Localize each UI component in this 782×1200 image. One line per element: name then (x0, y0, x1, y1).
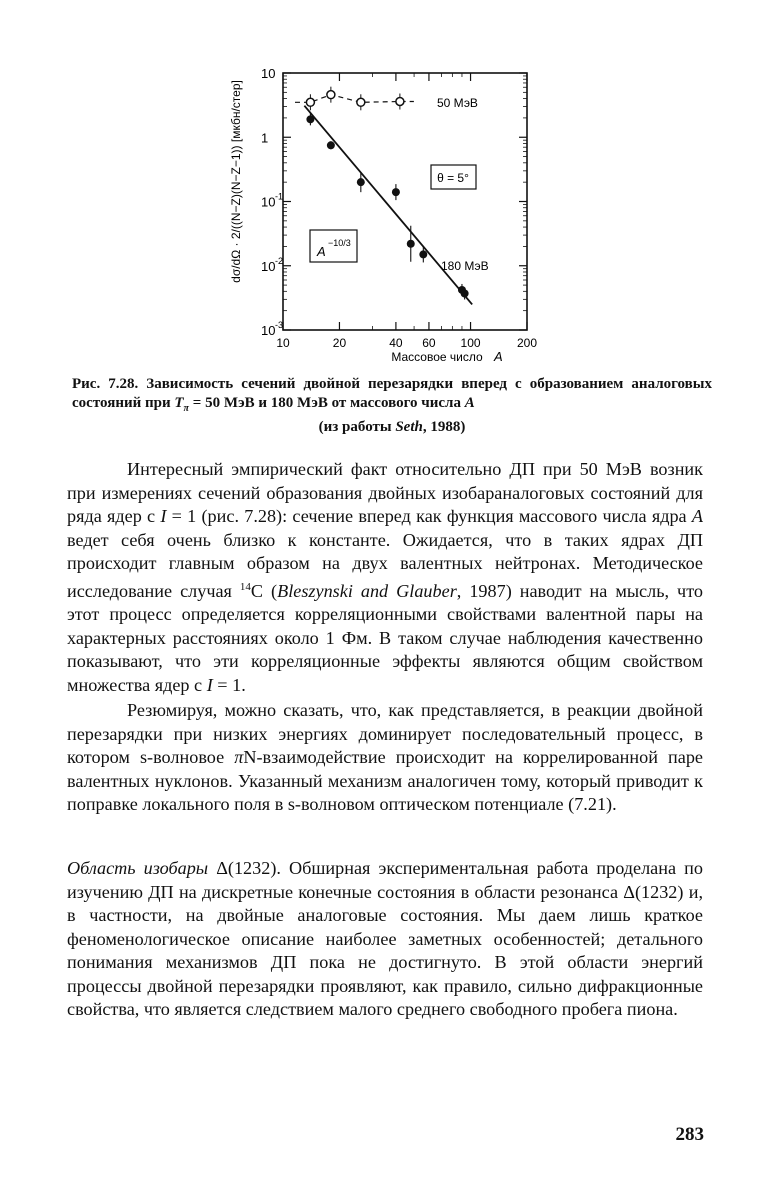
point-180mev (357, 178, 365, 186)
chart-annotations (310, 96, 489, 273)
caption-text-2: = 50 МэВ и 180 МэВ от массового числа (189, 395, 465, 411)
x-tick-label: 100 (460, 336, 481, 350)
point-180mev (461, 289, 469, 297)
x-tick-label: 20 (332, 336, 347, 350)
p3-heading: Область изобары (67, 858, 209, 878)
point-180mev (392, 188, 400, 196)
x-axis-label: Массовое число (391, 350, 483, 364)
x-tick-label: 200 (516, 336, 538, 350)
y-tick-label: 10 (261, 194, 276, 210)
cross-section-chart (0, 0, 782, 372)
x-tick-label: 60 (422, 336, 436, 350)
y-tick-exponent: -2 (275, 255, 284, 266)
y-axis-label: dσ/dΩ · 2/((N−Z)(N−Z−1)) [мкбн/стер] (229, 80, 243, 283)
y-tick-label: 10 (261, 66, 276, 81)
point-50mev (306, 98, 314, 106)
paragraph-2 (67, 699, 703, 817)
label-180mev: 180 МэВ (441, 259, 489, 273)
x-axis-variable: A (494, 349, 503, 364)
y-tick-label: 1 (261, 130, 269, 146)
p1-isospin-2: I (206, 674, 213, 695)
p1-mass-number: A (691, 506, 703, 526)
p1-reference: Bleszynski and Glauber (277, 580, 457, 601)
y-tick-label: 10 (261, 258, 276, 274)
x-tick-label: 10 (276, 336, 290, 350)
figure-caption (72, 375, 712, 437)
scaling-law-base: A (317, 244, 326, 259)
p1-text-a: Интересный эмпирический факт относительно ДП при 50 МэВ возник при измерениях сечений образования двойных изобараналоговых состояний для ряда ядер с (67, 459, 703, 526)
p2-text-a: Резюмируя, можно сказать, что, как представляется, в реакции двойной перезарядки при низких энергиях доминирует последовательный процесс, в котором s-волновое (67, 700, 703, 767)
label-50mev: 50 МэВ (437, 96, 478, 110)
y-tick-exponent: -3 (275, 320, 284, 330)
p1-text-b: = 1 (рис. 7.28): сечение вперед как функция массового числа ядра (166, 506, 692, 526)
fit-line (304, 106, 472, 305)
x-tick-label: 40 (389, 336, 403, 350)
point-50mev (327, 91, 335, 99)
caption-source (72, 418, 712, 437)
p1-text-e: , 1987) наводит на мысль, что этот процесс определяется корреляционными свойствами валентной пары на характерных расстояниях около 1 Фм. В таком случае наблюдения качественно показывают, что эти корреляционные эффекты являются общим свойством множества ядер с (67, 580, 703, 695)
p3-delta: Δ(1232). (208, 858, 281, 878)
p1-isospin-1: I (160, 506, 167, 526)
caption-label: Рис. 7.28. (72, 376, 139, 392)
point-180mev (407, 240, 415, 248)
caption-t-subscript: π (183, 403, 190, 414)
point-50mev (357, 98, 365, 106)
plot-axes (283, 73, 527, 330)
p1-text-f: = 1. (212, 674, 246, 695)
caption-a-symbol: A (464, 395, 475, 411)
point-180mev (419, 250, 427, 258)
p2-pi-symbol: π (234, 747, 244, 767)
angle-label: θ = 5° (437, 171, 469, 185)
paragraph-1 (67, 458, 703, 697)
point-50mev (396, 98, 404, 106)
point-180mev (306, 115, 314, 123)
plot-frame (283, 73, 527, 330)
caption-source-prefix: (из работы (318, 419, 396, 435)
p1-text-d: C ( (250, 580, 278, 601)
p1-isotope-14: 14 (239, 580, 251, 593)
scaling-law-exponent: −10/3 (328, 238, 351, 248)
y-tick-label: 10 (261, 323, 276, 338)
p2-text-b: N-взаимодействие происходит на коррелированной паре валентных нуклонов. Указанный механизм аналогичен тому, который приводит к поправке локального поля в s-волновом оптическом потенциале (7.21). (67, 747, 703, 814)
caption-text-1: Зависимость сечений двойной перезарядки вперед с образованием аналоговых состояний при (72, 376, 712, 411)
point-180mev (327, 141, 335, 149)
p3-body: Обширная экспериментальная работа проделана по изучению ДП на дискретные конечные состояния в области резонанса Δ(1232) и, в частности, на двойные аналоговые состояния. Мы даем лишь краткое феноменологическое описание наиболее заметных особенностей; детального понимания механизмов ДП пока не достигнуто. В этой области энергий процессы двойной перезарядки проявляют, как правило, сильно дифракционные свойства, что является следствием малого среднего свободного пробега пиона. (67, 858, 703, 1019)
axis-ticks (229, 66, 537, 364)
caption-author: Seth (395, 419, 423, 435)
p1-text-c: ведет себя очень близко к константе. Ожидается, что в таких ядрах ДП происходит главным образом на двух валентных нейтронах. Методическое исследование случая (67, 529, 703, 601)
y-tick-exponent: -1 (275, 191, 284, 202)
caption-t-symbol: T (174, 395, 184, 411)
page-number: 283 (675, 1124, 704, 1145)
paragraph-3 (67, 857, 703, 1022)
caption-source-suffix: , 1988) (422, 419, 466, 435)
